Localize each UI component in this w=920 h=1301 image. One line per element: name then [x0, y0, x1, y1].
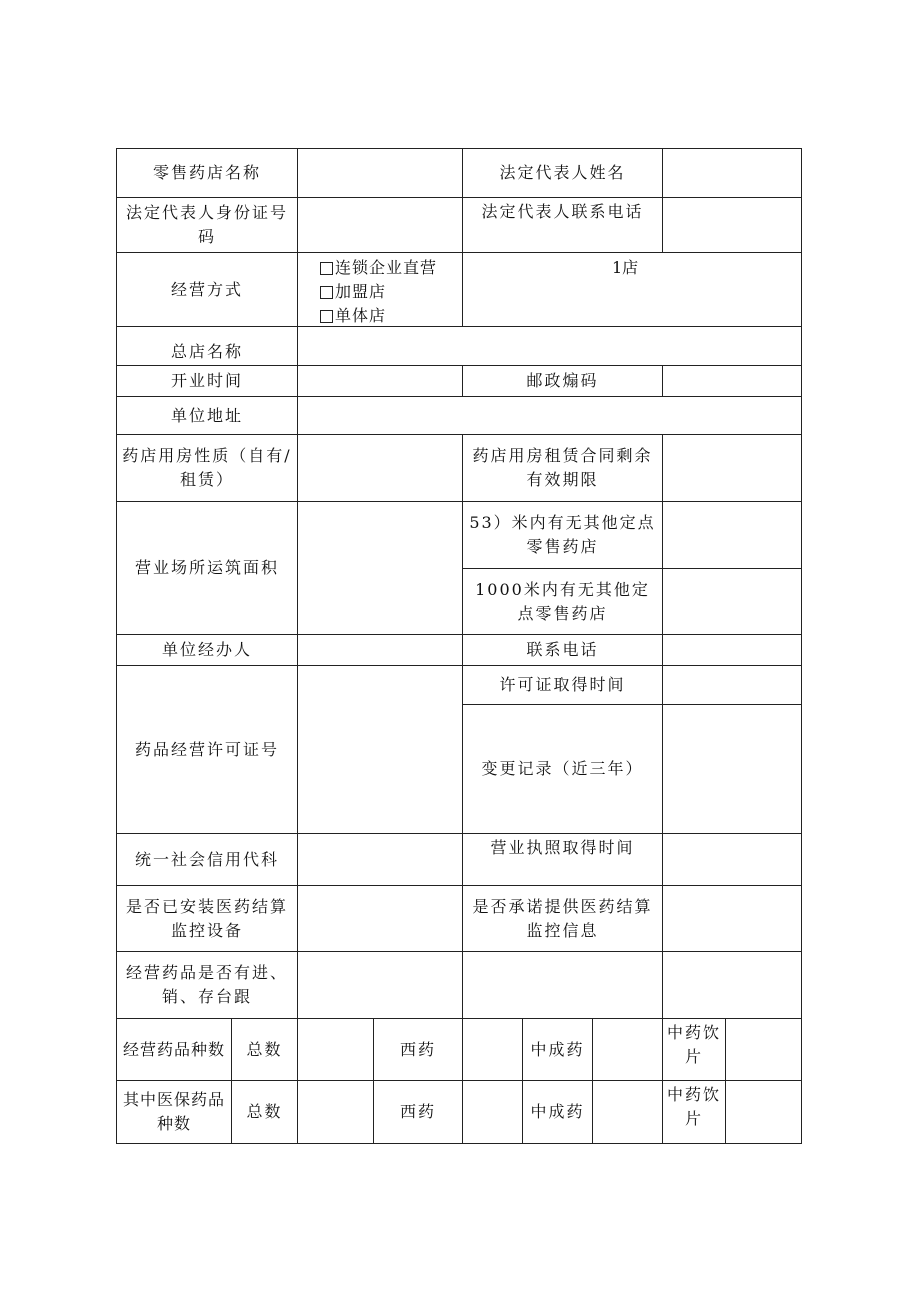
ledger-extra-field-2[interactable] — [662, 951, 802, 1019]
insurance-total-label: 总数 — [231, 1080, 298, 1144]
business-license-time-label: 营业执照取得时间 — [462, 833, 663, 886]
settlement-info-field[interactable] — [662, 885, 802, 952]
area-field[interactable] — [297, 501, 463, 635]
settlement-info-label: 是否承诺提供医药结算监控信息 — [462, 885, 663, 952]
insurance-western-field[interactable] — [462, 1080, 523, 1144]
within-1000-field[interactable] — [662, 568, 802, 635]
within-1000-label: 1000米内有无其他定点零售药店 — [462, 568, 663, 635]
license-time-field[interactable] — [662, 665, 802, 705]
option-franchise[interactable]: 加盟店 — [320, 280, 460, 304]
credit-code-field[interactable] — [297, 833, 463, 886]
herbal-field[interactable] — [725, 1018, 802, 1081]
area-label: 营业场所运筑面积 — [116, 501, 298, 635]
premises-nature-field[interactable] — [297, 434, 463, 502]
handler-field[interactable] — [297, 634, 463, 666]
legal-rep-name-field[interactable] — [662, 148, 802, 198]
store-name-field[interactable] — [297, 148, 463, 198]
option-chain-direct[interactable]: 连锁企业直营 — [320, 256, 460, 280]
settlement-device-label: 是否已安装医药结算监控设备 — [116, 885, 298, 952]
checkbox-icon[interactable] — [320, 310, 333, 323]
contact-phone-label: 联系电话 — [462, 634, 663, 666]
insurance-patent-label: 中成药 — [522, 1080, 593, 1144]
western-field[interactable] — [462, 1018, 523, 1081]
insurance-western-label: 西药 — [373, 1080, 463, 1144]
ledger-label: 经营药品是否有进、销、存台跟 — [116, 951, 298, 1019]
operation-mode-options — [320, 256, 460, 328]
postal-code-label: 邮政煽码 — [462, 365, 663, 397]
settlement-device-field[interactable] — [297, 885, 463, 952]
drug-license-label: 药品经营许可证号 — [116, 665, 298, 834]
store-count-text: 1店 — [612, 258, 639, 277]
opening-time-field[interactable] — [297, 365, 463, 397]
head-store-label: 总店名称 — [116, 326, 298, 366]
postal-code-field[interactable] — [662, 365, 802, 397]
legal-rep-id-field[interactable] — [297, 197, 463, 253]
opening-time-label: 开业时间 — [116, 365, 298, 397]
address-field[interactable] — [297, 396, 802, 435]
legal-rep-phone-field[interactable] — [662, 197, 802, 253]
total-label: 总数 — [231, 1018, 298, 1081]
insurance-patent-field[interactable] — [592, 1080, 663, 1144]
insurance-herbal-field[interactable] — [725, 1080, 802, 1144]
legal-rep-phone-label: 法定代表人联系电话 — [462, 197, 663, 253]
checkbox-icon[interactable] — [320, 286, 333, 299]
insurance-total-field[interactable] — [297, 1080, 374, 1144]
address-label: 单位地址 — [116, 396, 298, 435]
insurance-herbal-label: 中药饮片 — [662, 1080, 726, 1144]
western-label: 西药 — [373, 1018, 463, 1081]
patent-field[interactable] — [592, 1018, 663, 1081]
option-single-store[interactable]: 单体店 — [320, 304, 460, 328]
ledger-field[interactable] — [297, 951, 463, 1019]
lease-remaining-field[interactable] — [662, 434, 802, 502]
drug-license-field[interactable] — [297, 665, 463, 834]
contact-phone-field[interactable] — [662, 634, 802, 666]
lease-remaining-label: 药店用房租赁合同剩余有效期限 — [462, 434, 663, 502]
operation-mode-label: 经营方式 — [116, 252, 298, 327]
drug-variety-count-label: 经营药品种数 — [116, 1018, 232, 1081]
handler-label: 单位经办人 — [116, 634, 298, 666]
change-record-field[interactable] — [662, 704, 802, 834]
within-530-field[interactable] — [662, 501, 802, 569]
head-store-field[interactable] — [297, 326, 802, 366]
business-license-time-field[interactable] — [662, 833, 802, 886]
change-record-label: 变更记录（近三年） — [462, 704, 663, 834]
premises-nature-label: 药店用房性质（自有/租赁） — [116, 434, 298, 502]
insurance-variety-count-label: 其中医保药品种数 — [116, 1080, 232, 1144]
license-time-label: 许可证取得时间 — [462, 665, 663, 705]
legal-rep-id-label: 法定代表人身份证号码 — [116, 197, 298, 253]
checkbox-icon[interactable] — [320, 262, 333, 275]
herbal-label: 中药饮片 — [662, 1018, 726, 1081]
legal-rep-name-label: 法定代表人姓名 — [462, 148, 663, 198]
total-field[interactable] — [297, 1018, 374, 1081]
credit-code-label: 统一社会信用代科 — [116, 833, 298, 886]
within-530-label: 53）米内有无其他定点零售药店 — [462, 501, 663, 569]
ledger-extra-field[interactable] — [462, 951, 663, 1019]
store-name-label: 零售药店名称 — [116, 148, 298, 198]
patent-label: 中成药 — [522, 1018, 593, 1081]
